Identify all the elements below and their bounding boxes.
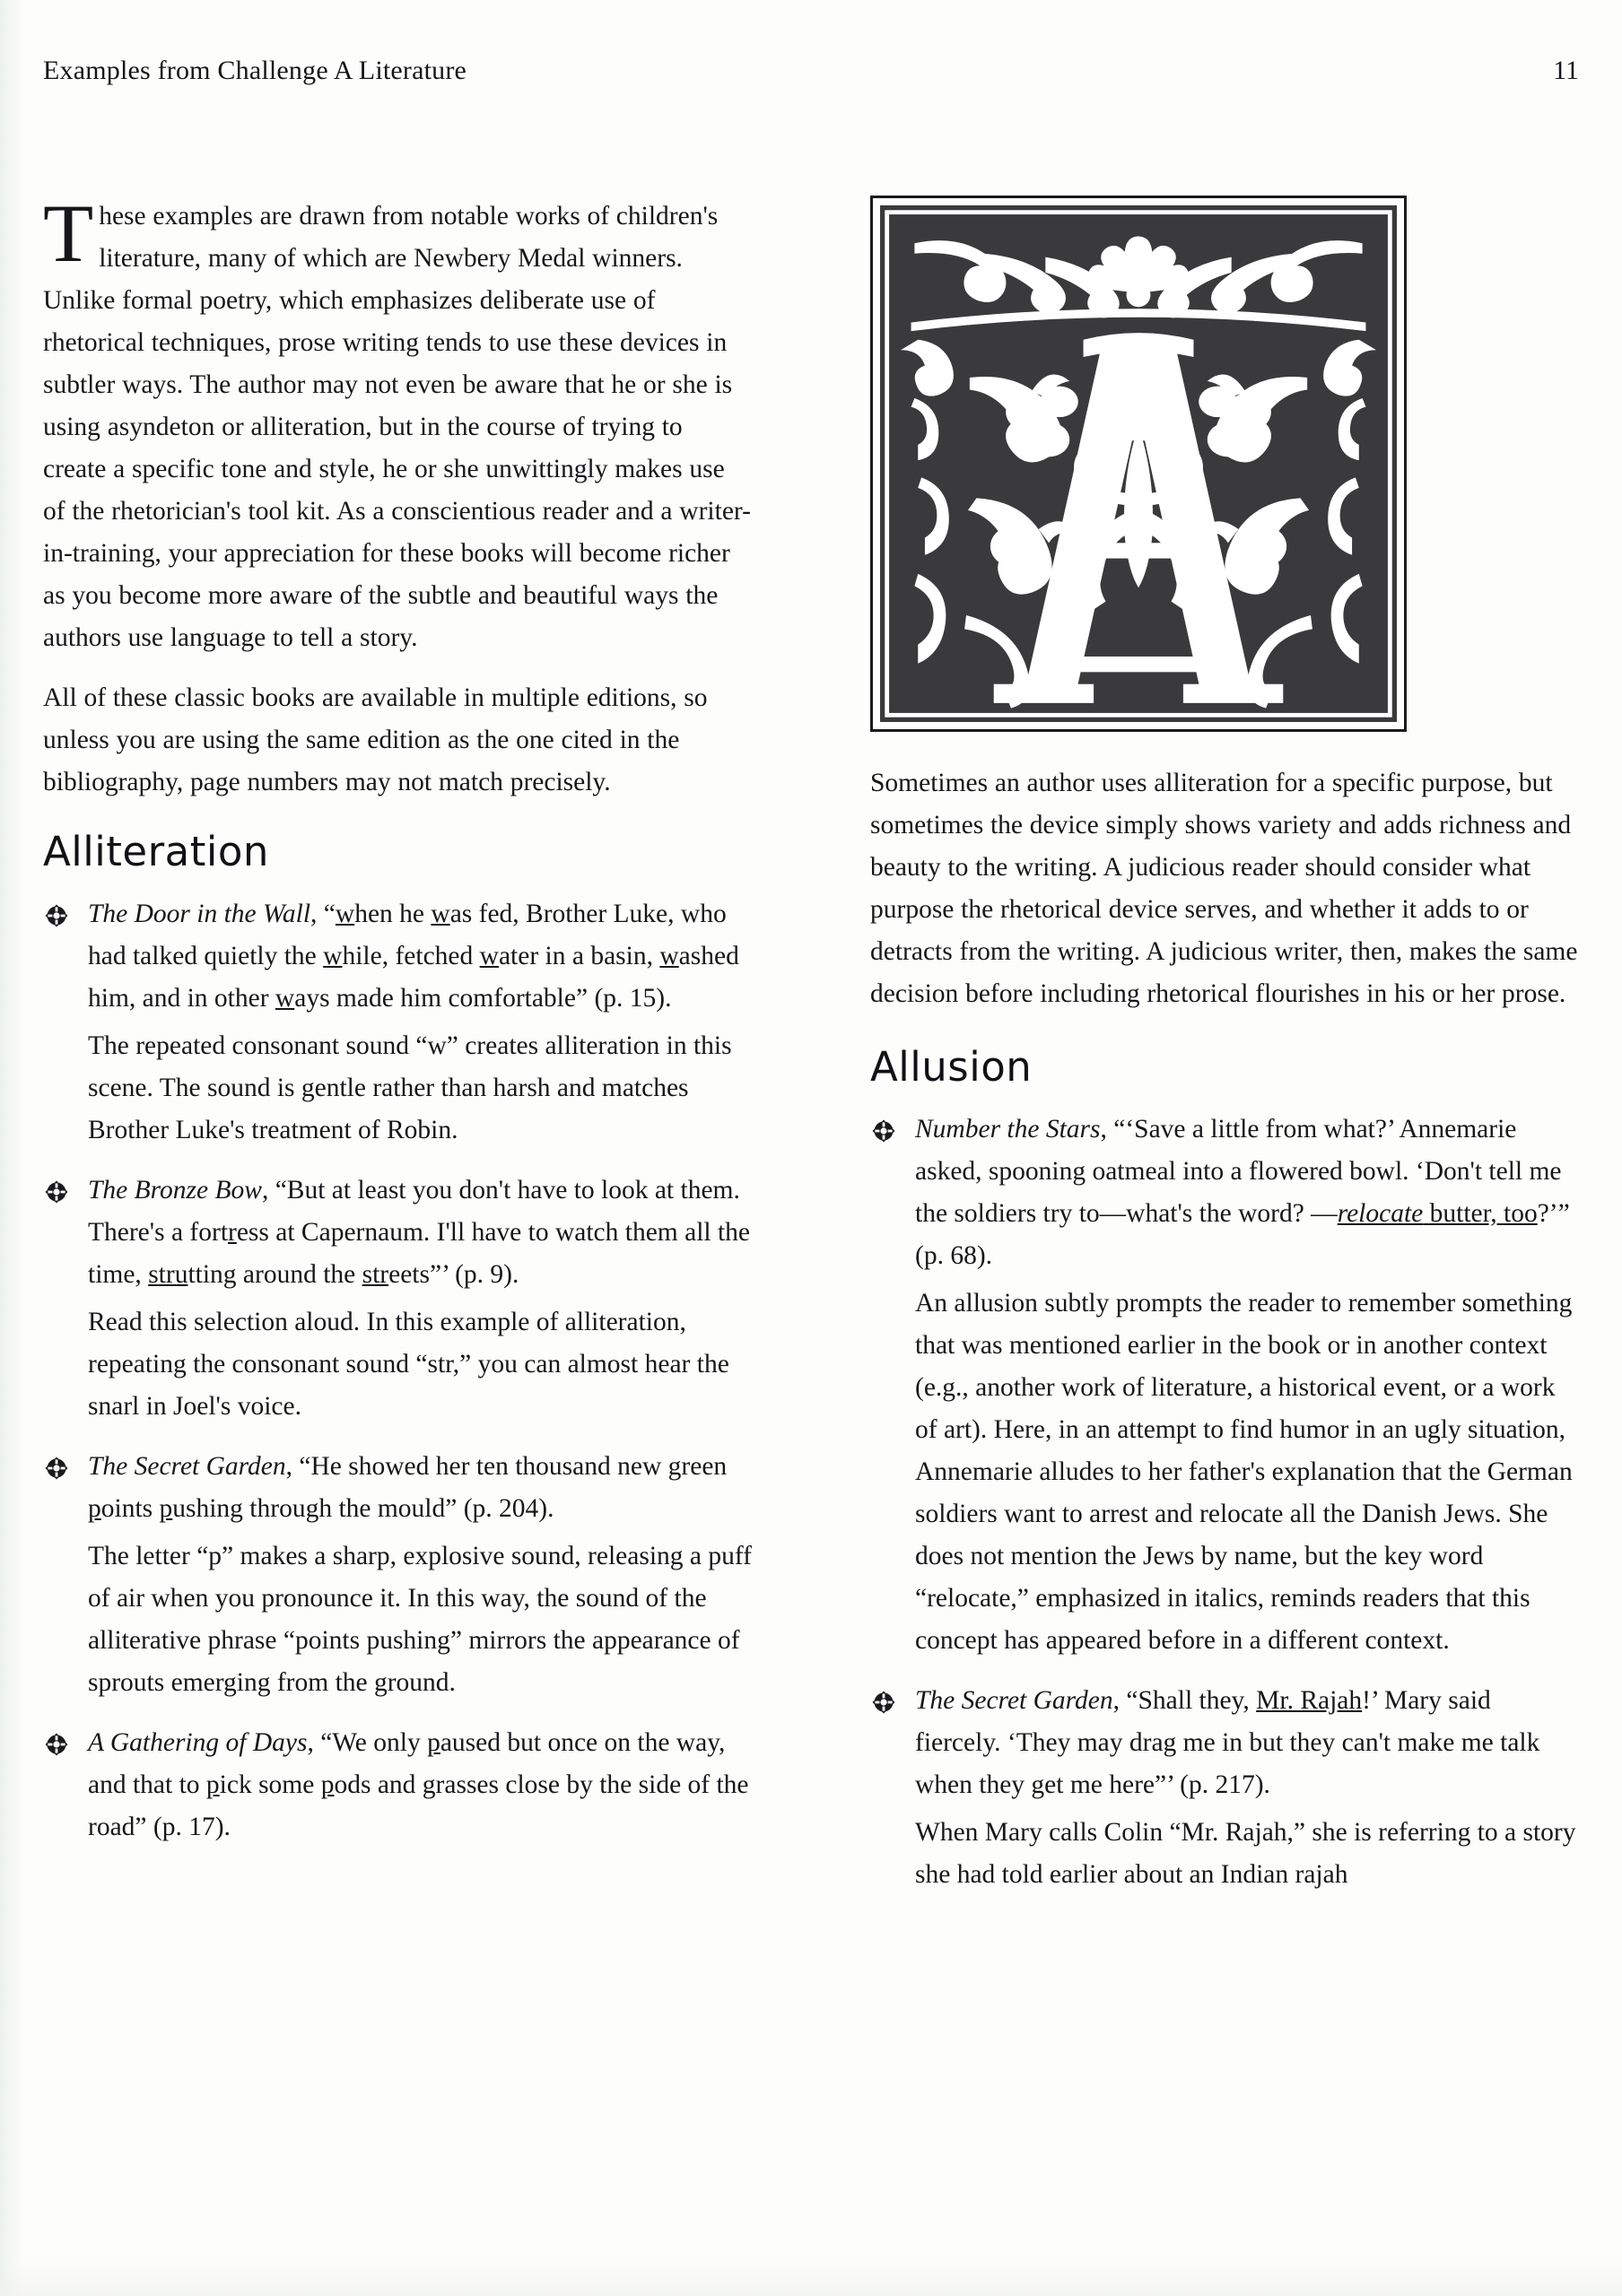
example-commentary-item [43,1301,752,1428]
quote-text: hile, fetched [342,942,480,970]
example-item [870,1680,1579,1806]
quote-text: oints [100,1494,160,1523]
scan-edge-bottom [0,2260,1622,2296]
quote-text: ?’” (p. 68). [915,1199,1570,1270]
example-quote [88,1170,752,1296]
quote-text: aused but once on the way, and that to [88,1728,726,1799]
emphasis-underline: w [479,942,499,970]
example-quote [88,1722,752,1848]
quote-text: ods and grasses close by the side of the road” (p. 17). [88,1770,749,1841]
quote-text: , “Shall they, [1112,1686,1257,1715]
example-commentary: The letter “p” makes a sharp, explosive sound, releasing a puff of air when you pronounce it. In this way, the sound of the alliterative phrase “points pushing” mirrors the appearance of sprouts emerging from the ground. [88,1542,752,1697]
emphasis-underline: w [275,984,295,1013]
quote-text: , “But at least you don't have to look at them. There's a fort [88,1176,740,1247]
example-commentary-item [43,1025,752,1152]
quote-text: ater in a basin, [498,942,660,970]
emphasis-underline: p [320,1770,335,1799]
work-title: The Bronze Bow [88,1176,262,1205]
heading-alliteration: Alliteration [43,828,269,875]
example-commentary: Read this selection aloud. In this example of alliteration, repeating the consonant sound “str,” you can almost hear the snarl in Joel's voice. [88,1308,729,1421]
emphasis-underline: str [362,1260,389,1289]
example-item [43,1170,752,1296]
ornament-bullet-icon [872,1691,895,1714]
example-item [43,1722,752,1848]
emphasis-underline: w [431,900,450,928]
work-title: Number the Stars [915,1115,1101,1144]
body-columns [43,187,1579,2249]
work-title: The Door in the Wall [88,900,311,928]
ornament-bullet-icon [45,1457,68,1480]
emphasis-italic-underline: relocate [1337,1199,1424,1228]
example-quote [88,1446,752,1530]
emphasis-underline: stru [148,1260,188,1289]
quote-text: ick some [219,1770,321,1799]
emphasis-underline: r [228,1218,237,1247]
emphasis-underline: w [323,942,343,970]
quote-text: !’ Mary said fiercely. ‘They may drag me in but they can't make me talk when they get me here”’ (p. 217). [915,1686,1540,1799]
quote-text: tting around the [187,1260,362,1289]
work-title: The Secret Garden [915,1686,1113,1715]
quote-text: , “He showed her ten thousand new green [285,1452,728,1481]
example-item [43,893,752,1020]
editions-note-paragraph: All of these classic books are available in multiple editions, so unless you are using the same edition as the one cited in the bibliography, page numbers may not match precisely. [43,683,708,796]
alliteration-closing-paragraph: Sometimes an author uses alliteration for a specific purpose, but sometimes the device simply shows variety and adds richness and beauty to the writing. A judicious reader should consider what purpose the rhetorical device serves, and whether it adds to or detracts from the writing. A judicious writer, then, makes the same decision before including rhetorical flourishes in his or her prose. [870,769,1578,1008]
example-commentary: An allusion subtly prompts the reader to remember something that was mentioned earlier in the book or in another context (e.g., another work of literature, a historical event, or a work of art). Here, in an attempt to find humor in an ugly situation, Annemarie alludes to her father's explanation that the German soldiers want to arrest and relocate all the Danish Jews. She does not mention the Jews by name, but the key word “relocate,” emphasized in italics, reminds readers that this concept has appeared before in a different context. [915,1289,1573,1655]
ornament-bullet-icon [45,1180,68,1204]
emphasis-underline: p [427,1728,440,1757]
example-quote [88,893,752,1020]
running-head [43,56,1579,86]
example-commentary-item [870,1283,1579,1662]
emphasis-underline: p [205,1770,220,1799]
left-column [43,187,752,1854]
page-number: 11 [1553,56,1579,85]
quote-text: hen he [354,900,432,928]
emphasis-underline: Mr. Rajah [1256,1686,1363,1715]
intro-paragraph-text: hese examples are drawn from notable works of children's literature, many of which are Newbery Medal winners. Unlike formal poetry, which emphasizes deliberate use of rhetorical techniques, prose writing tends to use these devices in subtler ways. The author may not even be aware that he or she is using asyndeton or alliteration, but in the course of trying to create a specific tone and style, he or she unwittingly makes use of the rhetorician's tool kit. As a conscientious reader and a writer-in-training, your appreciation for these books will become richer as you become more aware of the subtle and beautiful ways the authors use language to tell a story. [43,202,751,652]
quote-text: eets”’ (p. 9). [388,1260,519,1289]
emphasis-underline: butter, too [1423,1199,1538,1228]
example-item [43,1446,752,1530]
example-quote [915,1109,1579,1277]
illuminated-initial-artwork [880,205,1397,722]
quote-text: , “‘Save a little from what?’ Annemarie asked, spooning oatmeal into a flowered bowl. ‘Don't tell me the soldiers try to—what's the word? — [915,1115,1562,1228]
emphasis-underline: p [159,1494,173,1523]
scan-edge-left [0,0,23,2296]
quote-text: ays made him comfortable” (p. 15). [294,984,672,1013]
work-title: The Secret Garden [88,1452,286,1481]
quote-text: , “ [310,900,336,928]
example-commentary: The repeated consonant sound “w” creates alliteration in this scene. The sound is gentle rather than harsh and matches Brother Luke's treatment of Robin. [88,1031,732,1144]
emphasis-underline: w [335,900,355,928]
ornament-bullet-icon [45,1733,68,1756]
quote-text: ess at Capernaum. I'll have to watch them all the time, [88,1218,751,1289]
ornament-bullet-icon [872,1119,895,1143]
emphasis-underline: w [659,942,679,970]
illuminated-letter-a-icon [880,205,1397,722]
illuminated-initial-figure [870,196,1407,732]
alliteration-example-list [43,893,752,1848]
ornament-bullet-icon [45,904,68,927]
intro-paragraph [43,187,752,659]
running-head-title: Examples from Challenge A Literature [43,56,467,85]
quote-text: , “We only [307,1728,428,1757]
allusion-example-list [870,1109,1579,1896]
example-quote [915,1680,1579,1806]
quote-text: as fed, Brother Luke, who had talked quietly the [88,900,727,970]
drop-cap: T [43,187,94,279]
example-item [870,1109,1579,1277]
work-title: A Gathering of Days [88,1728,308,1757]
emphasis-underline: p [88,1494,101,1523]
example-commentary: When Mary calls Colin “Mr. Rajah,” she is referring to a story she had told earlier about an Indian rajah [915,1818,1576,1889]
heading-allusion: Allusion [870,1043,1033,1091]
illuminated-initial-frame [870,196,1407,732]
example-commentary-item [870,1812,1579,1896]
quote-text: ushing through the mould” (p. 204). [172,1494,554,1523]
quote-text: ashed him, and in other [88,942,739,1013]
example-commentary-item [43,1535,752,1704]
